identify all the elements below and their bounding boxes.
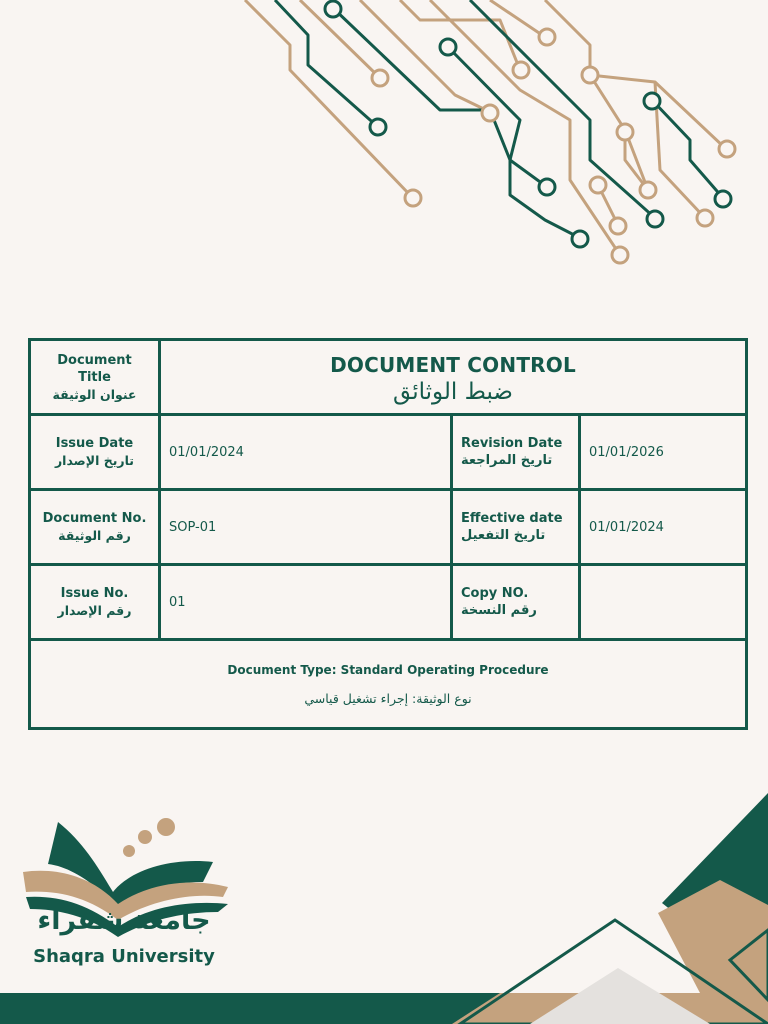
document-title-ar: ضبط الوثائق [393,379,513,405]
issue-date-value: 01/01/2024 [160,415,452,490]
revision-date-label-ar: تاريخ المراجعة [461,453,553,468]
document-type-row [30,640,747,729]
copy-no-label [452,565,580,640]
issue-no-label-en: Issue No. [60,586,129,601]
document-type [30,640,747,729]
copy-no-label-en: Copy NO. [461,586,529,601]
effective-date-value: 01/01/2024 [580,490,747,565]
document-no-label [30,490,160,565]
document-type-ar: نوع الوثيقة: إجراء تشغيل قياسي [304,690,472,706]
issue-no-label [30,565,160,640]
issue-no-label-ar: رقم الإصدار [57,603,132,618]
document-control-table [28,338,748,730]
document-no-label-ar: رقم الوثيقة [58,528,131,543]
table-row [30,490,747,565]
effective-date-label-en: Effective date [461,511,563,526]
document-type-en: Document Type: Standard Operating Procedure [227,662,549,677]
document-no-label-en: Document No. [42,511,147,526]
revision-date-label-en: Revision Date [461,436,563,451]
document-title-label-en: Document Title [57,352,132,385]
document-title [160,340,747,415]
issue-no-value: 01 [160,565,452,640]
title-row [30,340,747,415]
table-row [30,565,747,640]
document-title-label-ar: عنوان الوثيقة [52,386,137,402]
circuit-decoration [0,0,768,280]
revision-date-label [452,415,580,490]
issue-date-label-ar: تاريخ الإصدار [54,453,134,468]
copy-no-value [580,565,747,640]
copy-no-label-ar: رقم النسخة [461,603,537,618]
document-title-en: DOCUMENT CONTROL [330,353,576,377]
revision-date-value: 01/01/2026 [580,415,747,490]
issue-date-label [30,415,160,490]
document-no-value: SOP-01 [160,490,452,565]
effective-date-label-ar: تاريخ التفعيل [461,528,546,543]
university-name-en: Shaqra University [33,946,215,967]
effective-date-label [452,490,580,565]
table-row [30,415,747,490]
document-title-label [30,340,160,415]
issue-date-label-en: Issue Date [55,436,134,451]
university-name-ar: جامعة شقراء [37,905,211,936]
